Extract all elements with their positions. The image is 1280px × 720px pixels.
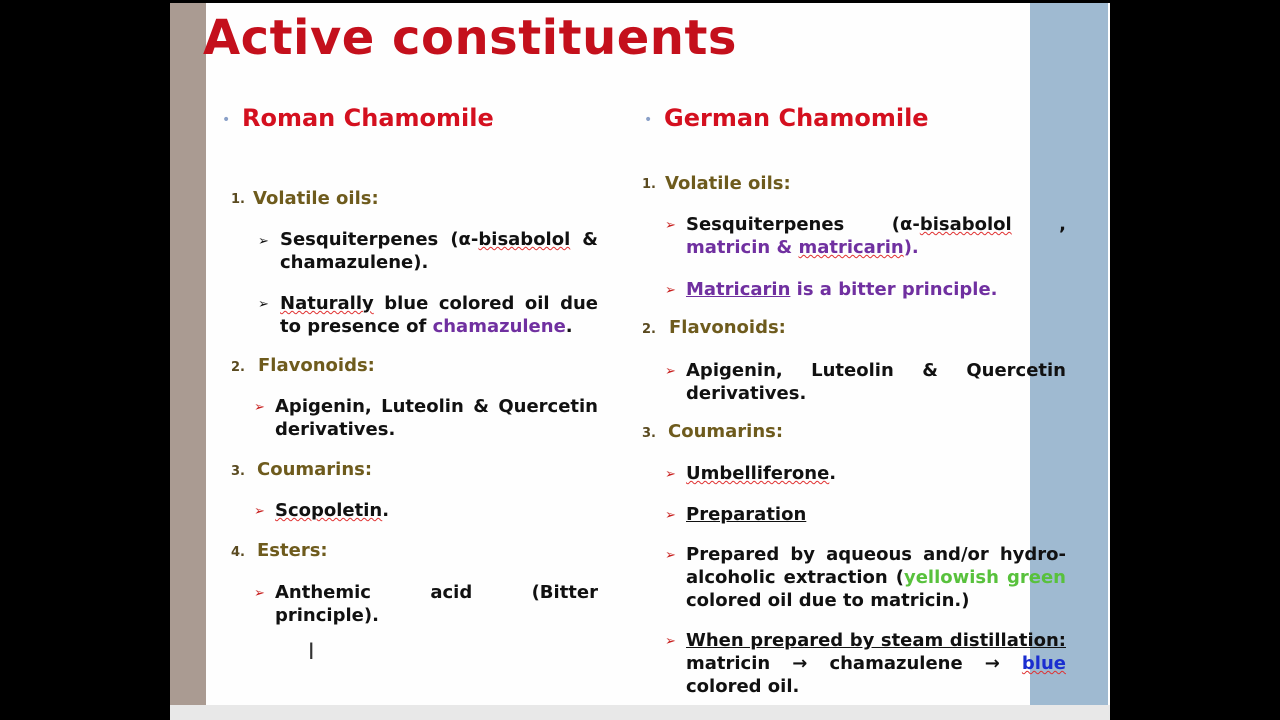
arrow-bullet-icon: ➢: [254, 504, 265, 519]
arrow-bullet-icon: ➢: [665, 283, 676, 298]
section-label: Coumarins:: [257, 459, 373, 480]
section-number: 1.: [642, 177, 656, 192]
list-item: Scopoletin.: [275, 500, 390, 521]
list-item: Apigenin, Luteolin & Quercetin derivatives.: [275, 396, 598, 440]
section-number: 2.: [231, 360, 245, 375]
arrow-bullet-icon: ➢: [258, 297, 269, 312]
section-label: Volatile oils:: [665, 173, 791, 194]
list-item: Prepared by aqueous and/or hydro-alcoholic extraction (yellowish green colored oil due to matricin.): [686, 544, 1066, 611]
section-label: Esters:: [257, 540, 328, 561]
list-item: Umbelliferone.: [686, 463, 837, 484]
section-number: 1.: [231, 192, 245, 207]
list-item: Sesquiterpenes (α-bisabolol & chamazulene).: [280, 229, 599, 273]
list-item: Apigenin, Luteolin & Quercetin derivatives.: [686, 360, 1066, 404]
arrow-bullet-icon: ➢: [665, 634, 676, 649]
left-heading: Roman Chamomile: [242, 104, 494, 132]
section-label: Flavonoids:: [669, 317, 786, 338]
section-number: 3.: [642, 426, 656, 441]
arrow-bullet-icon: ➢: [254, 400, 265, 415]
arrow-bullet-icon: ➢: [254, 586, 265, 601]
list-item: When prepared by steam distillation: matricin → chamazulene → blue colored oil.: [686, 630, 1066, 697]
list-item: Anthemic acid (Bitter principle).: [275, 582, 598, 626]
arrow-bullet-icon: ➢: [665, 218, 676, 233]
arrow-bullet-icon: ➢: [258, 234, 269, 249]
left-accent-bar: [170, 3, 206, 705]
text-cursor-icon: I: [308, 640, 315, 665]
bullet-dot: •: [222, 112, 231, 128]
slide-title: Active constituents: [203, 10, 737, 66]
arrow-bullet-icon: ➢: [665, 508, 676, 523]
list-item: Naturally blue colored oil due to presence of chamazulene.: [280, 293, 598, 337]
section-label: Volatile oils:: [253, 188, 379, 209]
bottom-strip: [170, 705, 1110, 720]
list-item: Preparation: [686, 504, 807, 525]
section-number: 3.: [231, 464, 245, 479]
bullet-dot: •: [644, 112, 653, 128]
section-label: Flavonoids:: [258, 355, 375, 376]
section-number: 4.: [231, 545, 245, 560]
arrow-bullet-icon: ➢: [665, 467, 676, 482]
section-number: 2.: [642, 322, 656, 337]
right-heading: German Chamomile: [664, 104, 929, 132]
list-item: Matricarin is a bitter principle.: [686, 279, 998, 300]
section-label: Coumarins:: [668, 421, 784, 442]
list-item: Sesquiterpenes (α-bisabolol , matricin & matricarin).: [686, 214, 1066, 258]
arrow-bullet-icon: ➢: [665, 548, 676, 563]
arrow-bullet-icon: ➢: [665, 364, 676, 379]
